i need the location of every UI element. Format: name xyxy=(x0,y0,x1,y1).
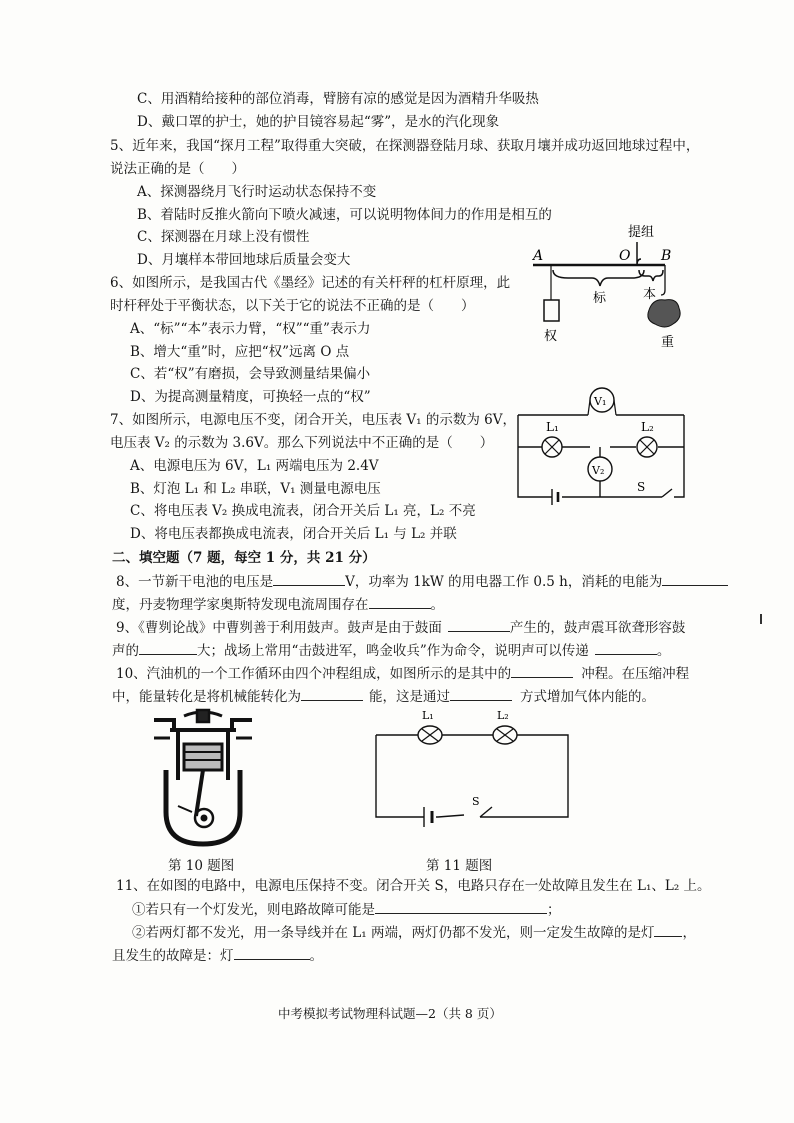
q6-option-d: D、为提高测量精度，可换轻一点的“权” xyxy=(130,389,371,405)
fig10-caption: 第 10 题图 xyxy=(168,858,235,874)
q4-option-d: D、戴口罩的护士，她的护目镜容易起“雾”，是水的汽化现象 xyxy=(137,114,500,130)
engine-cylinder-diagram xyxy=(148,708,258,848)
label-point-o: O xyxy=(619,248,631,264)
q10-text-5: 方式增加气体内能的。 xyxy=(520,689,655,705)
lamp-l1 xyxy=(542,437,562,457)
label-v1: V₁ xyxy=(594,395,607,408)
q7-option-b: B、灯泡 L₁ 和 L₂ 串联，V₁ 测量电源电压 xyxy=(130,481,381,497)
q8-text-4: 。 xyxy=(430,597,444,613)
brace-biao xyxy=(553,270,644,286)
q5-option-b: B、着陆时反推火箭向下喷火减速，可以说明物体间力的作用是相互的 xyxy=(137,207,552,223)
steelyard-diagram xyxy=(515,220,695,355)
label-switch-s: S xyxy=(472,795,480,808)
q6-stem-line1: 6、如图所示，是我国古代《墨经》记述的有关杆秤的杠杆原理，此 xyxy=(110,275,511,291)
lamp-l1 xyxy=(418,726,442,744)
section-fill-blank-heading: 二、填空题（7 题，每空 1 分，共 21 分） xyxy=(112,550,376,566)
label-ben: 本 xyxy=(643,287,657,302)
label-l1: L₁ xyxy=(546,420,559,434)
q11-stem: 11、在如图的电路中，电源电压保持不变。闭合开关 S，电路只存在一处故障且发生在 L₁、L₂ 上。 xyxy=(116,878,711,894)
q9-line1 xyxy=(116,617,685,638)
q10-text-3: 中，能量转化是将机械能转化为 xyxy=(112,689,301,705)
q8-text-3: 度，丹麦物理学家奥斯特发现电流周围存在 xyxy=(112,597,369,613)
q8-line1 xyxy=(116,571,728,592)
label-quan: 权 xyxy=(544,329,558,344)
brace-ben xyxy=(639,270,663,281)
q7-stem-line1: 7、如图所示，电源电压不变，闭合开关，电压表 V₁ 的示数为 6V， xyxy=(110,412,516,428)
q11-sub1-text: ①若只有一个灯发光，则电路故障可能是 xyxy=(132,902,375,918)
label-zhong: 重 xyxy=(661,335,675,350)
q6-stem-line2: 时杆秤处于平衡状态，以下关于它的说法不正确的是（ ） xyxy=(110,298,475,314)
label-l2: L₂ xyxy=(641,420,654,434)
q7-stem-line2: 电压表 V₂ 的示数为 3.6V。那么下列说法中不正确的是（ ） xyxy=(110,435,494,451)
margin-mark xyxy=(760,614,762,624)
q4-option-c: C、用酒精给接种的部位消毒，臂膀有凉的感觉是因为酒精升华吸热 xyxy=(137,91,539,107)
q11-sub2 xyxy=(132,922,696,943)
q10-blank-3[interactable] xyxy=(450,686,512,701)
label-point-b: B xyxy=(661,248,672,264)
q8-text-2: V，功率为 1kW 的用电器工作 0.5 h，消耗的电能为 xyxy=(345,574,663,590)
q11-sub1-end: ； xyxy=(547,902,561,918)
label-tizu: 提组 xyxy=(628,225,655,240)
q11-sub3 xyxy=(112,945,323,966)
label-point-a: A xyxy=(533,248,544,264)
q9-text-4: 大；战场上常用“击鼓进军，鸣金收兵”作为命令，说明声可以传递 xyxy=(197,643,589,659)
q9-line2 xyxy=(112,640,670,661)
label-switch-s: S xyxy=(637,480,646,494)
label-l2: L₂ xyxy=(497,709,509,722)
q9-text-1: 9、《曹刿论战》中曹刿善于利用鼓声。鼓声是由于鼓面 xyxy=(116,620,442,636)
object-hook xyxy=(661,265,665,295)
q7-circuit-diagram xyxy=(512,385,692,510)
fig11-caption: 第 11 题图 xyxy=(426,858,493,874)
q9-blank-2[interactable] xyxy=(139,640,197,655)
q6-option-c: C、若“权”有磨损，会导致测量结果偏小 xyxy=(130,366,371,382)
q10-text-2: 冲程。在压缩冲程 xyxy=(581,666,690,682)
q10-blank-2[interactable] xyxy=(301,686,363,701)
label-l1: L₁ xyxy=(422,709,434,722)
q11-sub3-text: 且发生的故障是：灯 xyxy=(112,948,234,964)
q5-option-d: D、月壤样本带回地球后质量会变大 xyxy=(137,252,351,268)
q8-blank-3[interactable] xyxy=(369,594,431,609)
lamp-l2 xyxy=(637,437,657,457)
q5-option-c: C、探测器在月球上没有惯性 xyxy=(137,229,310,245)
q9-blank-1[interactable] xyxy=(448,617,510,632)
q10-line1 xyxy=(116,663,689,684)
q5-stem-line1: 5、近年来，我国“探月工程”取得重大突破，在探测器登陆月球、获取月壤并成功返回地球过程中， xyxy=(110,138,700,154)
q10-text-4: 能，这是通过 xyxy=(369,689,450,705)
q7-option-c: C、将电压表 V₂ 换成电流表，闭合开关后 L₁ 亮，L₂ 不亮 xyxy=(130,503,476,519)
q11-sub2-text: ②若两灯都不发光，用一条导线并在 L₁ 两端，两灯仍都不发光，则一定发生故障的是灯 xyxy=(132,925,655,941)
q8-blank-2[interactable] xyxy=(662,571,728,586)
lifting-hook xyxy=(637,242,641,265)
q11-blank-3[interactable] xyxy=(234,945,310,960)
q9-text-5: 。 xyxy=(656,643,671,659)
q6-option-a: A、“标”“本”表示力臂，“权”“重”表示力 xyxy=(130,321,371,337)
q5-option-a: A、探测器绕月飞行时运动状态保持不变 xyxy=(137,184,377,200)
q9-text-2: 产生的，鼓声震耳欲聋形容鼓 xyxy=(509,620,686,636)
q11-circuit-diagram xyxy=(368,705,578,830)
label-biao: 标 xyxy=(593,291,607,306)
q11-sub3-end: 。 xyxy=(309,948,323,964)
q9-blank-3[interactable] xyxy=(595,640,657,655)
q10-blank-1[interactable] xyxy=(511,663,573,678)
label-v2: V₂ xyxy=(592,464,605,477)
q6-option-b: B、增大“重”时，应把“权”远离 O 点 xyxy=(130,344,350,360)
q11-blank-2[interactable] xyxy=(654,922,682,937)
q11-blank-1[interactable] xyxy=(375,899,547,914)
page-footer: 中考模拟考试物理科试题—2（共 8 页） xyxy=(278,1006,502,1021)
heavy-object-zhong xyxy=(648,300,680,327)
q8-text-1: 8、一节新干电池的电压是 xyxy=(116,574,274,590)
q7-option-a: A、电源电压为 6V，L₁ 两端电压为 2.4V xyxy=(130,458,379,474)
q10-text-1: 10、汽油机的一个工作循环由四个冲程组成，如图所示的是其中的 xyxy=(116,666,512,682)
q5-stem-line2: 说法正确的是（ ） xyxy=(110,161,245,177)
q11-sub1 xyxy=(132,899,561,920)
weight-quan xyxy=(544,300,559,321)
q8-blank-1[interactable] xyxy=(273,571,345,586)
q10-line2 xyxy=(112,686,655,707)
q9-text-3: 声的 xyxy=(112,643,139,659)
q11-sub2-end: ， xyxy=(682,925,696,941)
q7-option-d: D、将电压表都换成电流表，闭合开关后 L₁ 与 L₂ 并联 xyxy=(130,526,457,542)
lamp-l2 xyxy=(493,726,517,744)
q8-line2 xyxy=(112,594,444,615)
